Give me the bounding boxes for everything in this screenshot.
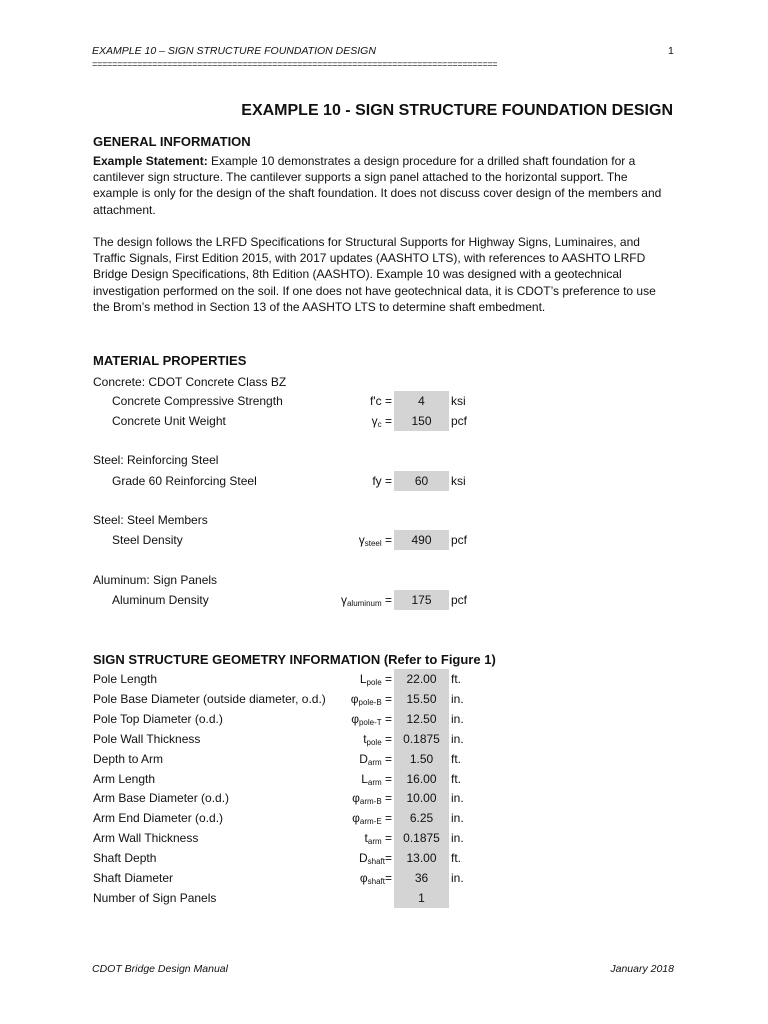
- property-unit: in.: [451, 731, 464, 746]
- property-unit: ft.: [451, 851, 462, 866]
- property-unit: pcf: [451, 414, 468, 428]
- property-value: 36: [394, 868, 449, 888]
- running-title: EXAMPLE 10 – SIGN STRUCTURE FOUNDATION DESIGN: [92, 45, 376, 57]
- symbol-base: φ: [350, 691, 359, 706]
- property-row: [0, 530, 768, 550]
- statement-text: Example 10 demonstrates a design procedure for a drilled shaft foundation for a cantilever sign structure. The cantilever supports a sign panel attached to the horizontal support. The example is only for the design of the shaft foundation. It does not discuss cover design of the members and attachment.: [93, 154, 662, 217]
- symbol-base: D: [358, 851, 368, 866]
- symbol-base: φ: [352, 791, 360, 806]
- symbol-equals: =: [381, 593, 392, 607]
- symbol-base: fy =: [372, 474, 392, 488]
- footer-date: January 2018: [610, 963, 674, 975]
- property-unit: pcf: [451, 533, 468, 547]
- property-label: Pole Base Diameter (outside diameter, o.d.): [93, 691, 326, 706]
- symbol-equals: =: [384, 871, 392, 885]
- property-value: 16.00: [394, 769, 449, 789]
- property-label: Pole Top Diameter (o.d.): [93, 711, 223, 726]
- symbol-subscript: c: [377, 420, 382, 429]
- property-value: 0.1875: [394, 828, 449, 848]
- property-value: 4: [394, 391, 449, 411]
- property-row: [0, 769, 768, 789]
- property-value: 175: [394, 590, 449, 610]
- concrete-group-label: Concrete: CDOT Concrete Class BZ: [93, 375, 287, 389]
- property-value: 13.00: [394, 848, 449, 868]
- footer-manual-name: CDOT Bridge Design Manual: [92, 963, 228, 975]
- symbol-subscript: shaft: [367, 877, 385, 886]
- symbol-subscript: steel: [364, 539, 382, 548]
- property-value: 1: [394, 888, 449, 908]
- property-symbol: [359, 752, 392, 767]
- symbol-subscript: arm: [367, 777, 382, 787]
- property-value: 1.50: [394, 749, 449, 769]
- property-symbol: [363, 732, 392, 747]
- property-unit: ft.: [451, 751, 462, 766]
- property-unit: ft.: [451, 672, 462, 686]
- steel-group-label: Steel: Steel Members: [93, 513, 208, 527]
- symbol-equals: =: [381, 751, 392, 766]
- property-value: 0.1875: [394, 729, 449, 749]
- property-label: Aluminum Density: [112, 593, 209, 607]
- property-row: [0, 411, 768, 431]
- property-symbol: [359, 533, 392, 548]
- property-symbol: [370, 394, 392, 408]
- property-symbol: [372, 414, 392, 429]
- symbol-equals: =: [384, 851, 392, 866]
- symbol-subscript: pole-T: [358, 717, 382, 727]
- symbol-subscript: shaft: [367, 857, 385, 867]
- symbol-equals: =: [381, 791, 392, 806]
- property-row: [0, 808, 768, 828]
- property-label: Arm Base Diameter (o.d.): [93, 791, 230, 806]
- property-unit: in.: [451, 791, 464, 806]
- symbol-base: φ: [352, 811, 360, 826]
- geometry-heading: SIGN STRUCTURE GEOMETRY INFORMATION (Refer to Figure 1): [93, 652, 496, 667]
- property-label: Number of Sign Panels: [93, 890, 217, 905]
- property-symbol: [341, 593, 392, 608]
- property-label: Arm Length: [93, 771, 156, 786]
- property-unit: in.: [451, 691, 464, 706]
- symbol-subscript: aluminum: [346, 599, 382, 608]
- property-value: 12.50: [394, 709, 449, 729]
- property-label: Arm End Diameter (o.d.): [93, 811, 224, 826]
- property-row: [0, 669, 768, 689]
- property-value: 60: [394, 471, 449, 491]
- symbol-base: t: [364, 831, 368, 846]
- property-label: Concrete Compressive Strength: [112, 394, 283, 408]
- symbol-base: φ: [359, 871, 368, 885]
- property-label: Depth to Arm: [93, 751, 164, 766]
- property-unit: ft.: [451, 771, 462, 786]
- property-unit: in.: [451, 811, 464, 826]
- symbol-base: γ: [371, 414, 378, 428]
- property-row: [0, 391, 768, 411]
- property-row: [0, 828, 768, 848]
- symbol-equals: =: [381, 533, 392, 547]
- symbol-equals: =: [381, 414, 392, 428]
- property-symbol: [360, 672, 392, 687]
- rebar-group-label: Steel: Reinforcing Steel: [93, 453, 219, 467]
- symbol-base: L: [361, 771, 368, 786]
- symbol-equals: =: [381, 672, 392, 686]
- property-unit: pcf: [451, 593, 468, 607]
- property-row: [0, 689, 768, 709]
- symbol-equals: =: [381, 711, 392, 726]
- property-label: Shaft Depth: [93, 851, 157, 866]
- property-label: Pole Wall Thickness: [93, 731, 201, 746]
- property-row: [0, 848, 768, 868]
- property-value: 6.25: [394, 808, 449, 828]
- property-row: [0, 788, 768, 808]
- symbol-base: γ: [340, 593, 347, 607]
- property-label: Grade 60 Reinforcing Steel: [112, 474, 257, 488]
- symbol-base: L: [359, 672, 367, 686]
- property-value: 15.50: [394, 689, 449, 709]
- property-unit: in.: [451, 871, 464, 885]
- property-row: [0, 471, 768, 491]
- symbol-equals: =: [381, 811, 392, 826]
- symbol-base: t: [363, 731, 367, 746]
- symbol-base: γ: [358, 533, 365, 547]
- property-label: Pole Length: [93, 672, 158, 686]
- symbol-subscript: pole-B: [358, 697, 382, 707]
- page-title: EXAMPLE 10 - SIGN STRUCTURE FOUNDATION DESIGN: [241, 102, 673, 119]
- general-heading: GENERAL INFORMATION: [93, 134, 251, 149]
- aluminum-group-label: Aluminum: Sign Panels: [93, 573, 218, 587]
- property-value: 150: [394, 411, 449, 431]
- property-unit: ksi: [451, 474, 466, 488]
- header-rule: =================================================================================: [92, 60, 498, 70]
- symbol-base: φ: [351, 711, 359, 726]
- property-row: [0, 749, 768, 769]
- property-value: 22.00: [394, 669, 449, 689]
- property-symbol: [352, 791, 392, 806]
- property-label: Arm Wall Thickness: [93, 831, 199, 846]
- symbol-subscript: pole: [366, 737, 382, 747]
- symbol-equals: =: [381, 731, 392, 746]
- property-row: [0, 868, 768, 888]
- property-symbol: [365, 831, 392, 846]
- property-symbol: [359, 851, 392, 866]
- symbol-subscript: pole: [366, 678, 382, 687]
- symbol-base: D: [359, 751, 368, 766]
- symbol-equals: =: [381, 831, 392, 846]
- property-unit: in.: [451, 831, 464, 846]
- symbol-subscript: arm: [367, 837, 382, 847]
- symbol-subscript: arm-E: [359, 817, 382, 827]
- property-unit: in.: [451, 711, 464, 726]
- symbol-subscript: arm-B: [359, 797, 382, 807]
- property-row: [0, 888, 768, 908]
- property-symbol: [360, 871, 392, 886]
- symbol-base: f'c =: [370, 394, 392, 408]
- property-row: [0, 729, 768, 749]
- symbol-subscript: arm: [367, 757, 382, 767]
- property-value: 10.00: [394, 788, 449, 808]
- property-symbol: [351, 712, 392, 727]
- statement-label: Example Statement:: [93, 154, 208, 168]
- property-symbol: [352, 811, 392, 826]
- page-number: 1: [668, 45, 674, 57]
- property-row: [0, 590, 768, 610]
- example-statement: [93, 153, 673, 218]
- property-symbol: [351, 692, 392, 707]
- property-row: [0, 709, 768, 729]
- property-symbol: [372, 474, 392, 488]
- property-label: Steel Density: [112, 533, 183, 547]
- property-unit: ksi: [451, 394, 466, 408]
- property-label: Concrete Unit Weight: [112, 414, 226, 428]
- property-label: Shaft Diameter: [93, 871, 174, 885]
- symbol-equals: =: [381, 771, 392, 786]
- property-value: 490: [394, 530, 449, 550]
- material-heading: MATERIAL PROPERTIES: [93, 353, 247, 368]
- symbol-equals: =: [381, 691, 392, 706]
- property-symbol: [361, 772, 392, 787]
- design-basis-paragraph: The design follows the LRFD Specifications for Structural Supports for Highway Signs, Luminaires, and Traffic Signals, First Edition 2015, with 2017 updates (AASHTO LTS), with references to AASHTO LRFD Bridge Design Specifications, 8th Edition (AASHTO). Example 10 was designed with a geotechnical investigation performed on the soil. If one does not have geotechnical data, it is CDOT’s preference to use the Brom’s method in Section 13 of the AASHTO LTS to determine shaft embedment.: [93, 235, 656, 314]
